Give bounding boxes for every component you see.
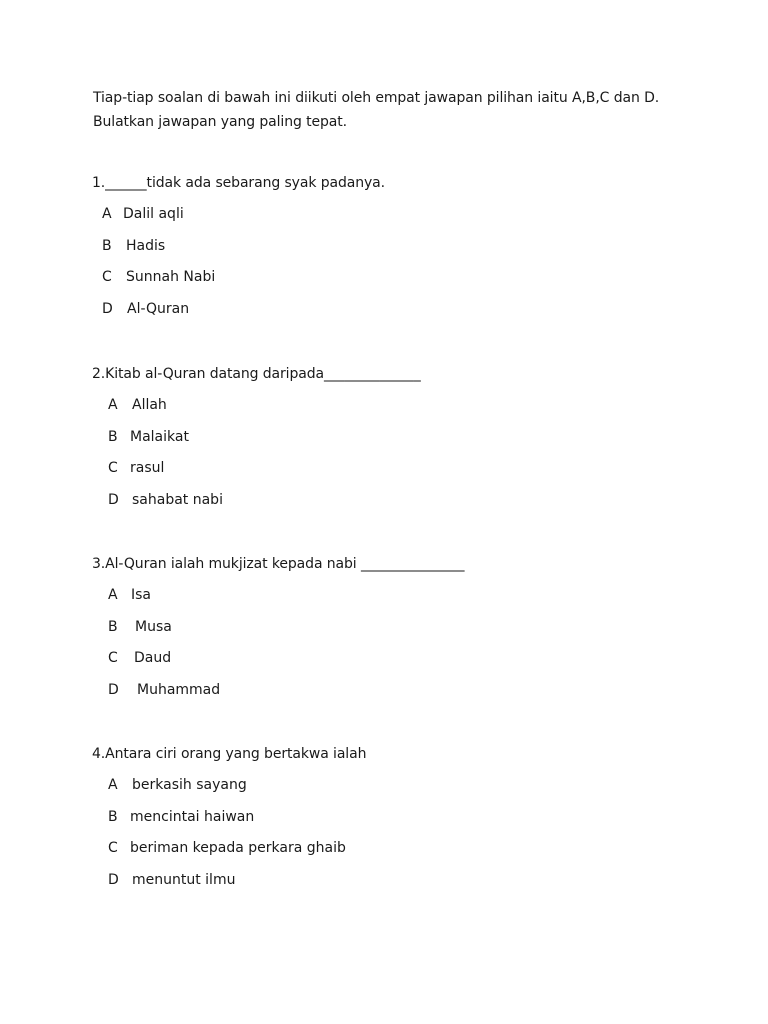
question-3-option-c <box>92 637 712 669</box>
option-text: Muhammad <box>137 682 221 699</box>
option-letter: C <box>108 840 118 857</box>
option-text: sahabat nabi <box>132 492 223 509</box>
option-letter: D <box>102 301 113 318</box>
option-text: Sunnah Nabi <box>126 269 216 286</box>
option-text: rasul <box>130 460 165 477</box>
question-2-option-c <box>92 447 712 479</box>
option-letter: A <box>102 206 112 222</box>
option-text: Musa <box>135 618 172 635</box>
question-1-text: 1.______tidak ada sebarang syak padanya. <box>92 175 386 191</box>
option-text: Allah <box>132 397 167 413</box>
question-4-options <box>92 764 712 891</box>
question-2-option-b <box>92 416 712 448</box>
option-letter: B <box>108 808 118 825</box>
option-letter: D <box>108 492 119 509</box>
question-3-option-b <box>92 606 712 638</box>
instruction-block <box>93 86 713 134</box>
option-letter: D <box>108 872 119 889</box>
option-text: Malaikat <box>130 428 189 445</box>
question-4 <box>92 744 712 891</box>
option-letter: C <box>108 650 118 667</box>
question-1-option-c <box>92 256 712 288</box>
question-2 <box>92 364 712 511</box>
option-letter: B <box>108 428 118 445</box>
option-text: berkasih sayang <box>132 777 247 793</box>
option-text: mencintai haiwan <box>130 808 255 825</box>
option-letter: A <box>108 587 118 603</box>
instruction-line-2: Bulatkan jawapan yang paling tepat. <box>93 114 348 130</box>
question-1 <box>92 173 712 320</box>
question-3-options <box>92 574 712 701</box>
option-text: beriman kepada perkara ghaib <box>130 840 346 857</box>
question-4-option-a <box>92 764 712 796</box>
option-letter: A <box>108 397 118 413</box>
question-4-option-d <box>92 859 712 891</box>
question-4-option-b <box>92 796 712 828</box>
option-letter: D <box>108 682 119 699</box>
option-text: Dalil aqli <box>123 206 184 222</box>
question-3-option-d <box>92 669 712 701</box>
question-2-options <box>92 384 712 511</box>
option-letter: C <box>108 460 118 477</box>
option-letter: C <box>102 269 112 286</box>
option-letter: B <box>108 618 118 635</box>
question-3-text: 3.Al-Quran ialah mukjizat kepada nabi _______________ <box>92 556 465 572</box>
option-text: menuntut ilmu <box>132 872 236 889</box>
question-2-option-d <box>92 479 712 511</box>
question-1-options <box>92 193 712 320</box>
question-3-option-a <box>92 574 712 606</box>
question-4-option-c <box>92 827 712 859</box>
question-2-option-a <box>92 384 712 416</box>
option-text: Daud <box>134 650 172 667</box>
question-2-text: 2.Kitab al-Quran datang daripada______________ <box>92 366 421 382</box>
question-1-option-a <box>92 193 712 225</box>
option-text: Isa <box>131 587 152 603</box>
question-4-text: 4.Antara ciri orang yang bertakwa ialah <box>92 746 367 762</box>
question-1-option-d <box>92 288 712 320</box>
option-text: Al-Quran <box>127 301 190 318</box>
question-1-option-b <box>92 225 712 257</box>
option-letter: A <box>108 777 118 793</box>
option-letter: B <box>102 237 112 254</box>
option-text: Hadis <box>126 237 166 254</box>
instruction-line-1: Tiap-tiap soalan di bawah ini diikuti oleh empat jawapan pilihan iaitu A,B,C dan D. <box>93 90 660 106</box>
question-3 <box>92 554 712 701</box>
